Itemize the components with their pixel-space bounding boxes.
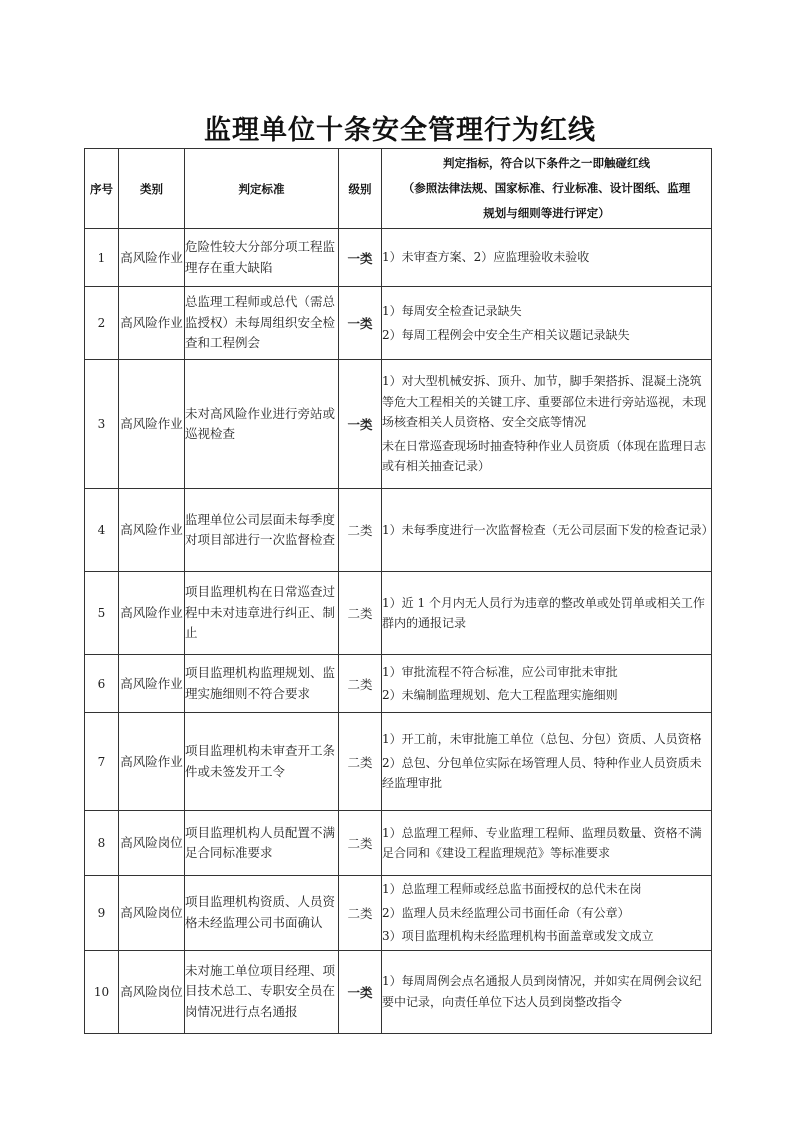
condition-item: 2）未编制监理规划、危大工程监理实施细则 xyxy=(382,688,618,702)
condition-item: 2）总包、分包单位实际在场管理人员、特种作业人员资质未经监理审批 xyxy=(382,755,702,791)
header-conditions-line1: 判定指标，符合以下条件之一即触碰红线 xyxy=(443,156,650,170)
row-conditions xyxy=(382,950,712,1033)
row-conditions xyxy=(382,229,712,287)
row-level: 二类 xyxy=(339,655,382,713)
table-row xyxy=(85,950,712,1033)
table-row xyxy=(85,287,712,360)
row-criteria: 项目监理机构在日常巡查过程中未对违章进行纠正、制止 xyxy=(185,572,339,655)
condition-item: 1）未每季度进行一次监督检查（无公司层面下发的检查记录） xyxy=(382,522,714,537)
table-row xyxy=(85,572,712,655)
row-index: 3 xyxy=(85,360,119,489)
row-criteria: 危险性较大分部分项工程监理存在重大缺陷 xyxy=(185,229,339,287)
condition-item: 1）总监理工程师或经总监书面授权的总代未在岗 xyxy=(382,882,642,896)
row-level: 二类 xyxy=(339,489,382,572)
row-category: 高风险作业 xyxy=(119,360,185,489)
row-index: 2 xyxy=(85,287,119,360)
header-level: 级别 xyxy=(339,149,382,229)
table-row xyxy=(85,229,712,287)
condition-item: 1）每周安全检查记录缺失 xyxy=(382,304,522,318)
row-conditions xyxy=(382,572,712,655)
row-criteria: 项目监理机构资质、人员资格未经监理公司书面确认 xyxy=(185,876,339,951)
condition-item: 1）对大型机械安拆、顶升、加节，脚手架搭拆、混凝土浇筑等危大工程相关的关键工序、重要部位未进行旁站巡视，未现场核查相关人员资格、安全交底等情况 xyxy=(382,374,707,430)
row-category: 高风险作业 xyxy=(119,489,185,572)
table-row xyxy=(85,713,712,811)
table-body xyxy=(85,229,712,1034)
condition-item: 1）开工前，未审批施工单位（总包、分包）资质、人员资格 xyxy=(382,732,702,747)
row-criteria: 未对施工单位项目经理、项目技术总工、专职安全员在岗情况进行点名通报 xyxy=(185,950,339,1033)
table-row xyxy=(85,655,712,713)
row-category: 高风险作业 xyxy=(119,713,185,811)
row-index: 9 xyxy=(85,876,119,951)
row-criteria: 项目监理机构监理规划、监理实施细则不符合要求 xyxy=(185,655,339,713)
row-level: 一类 xyxy=(339,360,382,489)
row-category: 高风险岗位 xyxy=(119,811,185,876)
row-conditions xyxy=(382,811,712,876)
row-level: 一类 xyxy=(339,950,382,1033)
red-line-table xyxy=(84,148,712,1034)
row-criteria: 未对高风险作业进行旁站或巡视检查 xyxy=(185,360,339,489)
row-criteria: 项目监理机构未审查开工条件或未签发开工令 xyxy=(185,713,339,811)
row-index: 7 xyxy=(85,713,119,811)
row-conditions xyxy=(382,489,712,572)
header-index: 序号 xyxy=(85,149,119,229)
condition-item: 1）审批流程不符合标准，应公司审批未审批 xyxy=(382,664,618,679)
condition-item: 1）每周周例会点名通报人员到岗情况，并如实在周例会议纪要中记录，向责任单位下达人员到岗整改指令 xyxy=(382,974,702,1009)
table-row xyxy=(85,876,712,951)
row-level: 二类 xyxy=(339,876,382,951)
row-conditions xyxy=(382,655,712,713)
row-index: 5 xyxy=(85,572,119,655)
row-conditions xyxy=(382,287,712,360)
row-level: 一类 xyxy=(339,287,382,360)
row-criteria: 项目监理机构人员配置不满足合同标准要求 xyxy=(185,811,339,876)
row-criteria: 监理单位公司层面未每季度对项目部进行一次监督检查 xyxy=(185,489,339,572)
row-level: 二类 xyxy=(339,811,382,876)
table-row xyxy=(85,811,712,876)
row-index: 8 xyxy=(85,811,119,876)
row-index: 4 xyxy=(85,489,119,572)
row-index: 10 xyxy=(85,950,119,1033)
page-title: 监理单位十条安全管理行为红线 xyxy=(204,115,596,146)
row-category: 高风险作业 xyxy=(119,655,185,713)
row-category: 高风险作业 xyxy=(119,287,185,360)
header-conditions-line2: （参照法律法规、国家标准、行业标准、设计图纸、监理 xyxy=(402,181,691,195)
header-category: 类别 xyxy=(119,149,185,229)
condition-item: 3）项目监理机构未经监理机构书面盖章或发文成立 xyxy=(382,929,654,943)
row-level: 二类 xyxy=(339,713,382,811)
condition-item: 1）未审查方案、2）应监理验收未验收 xyxy=(382,250,590,265)
header-row xyxy=(85,149,712,229)
condition-item: 1）总监理工程师、专业监理工程师、监理员数量、资格不满足合同和《建设工程监理规范》等标准要求 xyxy=(382,825,702,860)
header-conditions xyxy=(382,149,712,229)
header-conditions-line3: 规划与细则等进行评定） xyxy=(483,206,610,220)
row-level: 一类 xyxy=(339,229,382,287)
row-category: 高风险岗位 xyxy=(119,950,185,1033)
condition-item: 2）监理人员未经监理公司书面任命（有公章） xyxy=(382,905,630,920)
row-category: 高风险岗位 xyxy=(119,876,185,951)
row-conditions xyxy=(382,876,712,951)
row-criteria: 总监理工程师或总代（需总监授权）未每周组织安全检查和工程例会 xyxy=(185,287,339,360)
row-level: 二类 xyxy=(339,572,382,655)
header-criteria: 判定标准 xyxy=(185,149,339,229)
condition-item: 未在日常巡查现场时抽查特种作业人员资质（体现在监理日志或有相关抽查记录） xyxy=(382,438,707,474)
table-row xyxy=(85,489,712,572)
row-conditions xyxy=(382,713,712,811)
row-index: 6 xyxy=(85,655,119,713)
row-conditions xyxy=(382,360,712,489)
condition-item: 1）近 1 个月内无人员行为违章的整改单或处罚单或相关工作群内的通报记录 xyxy=(382,595,705,630)
condition-item: 2）每周工程例会中安全生产相关议题记录缺失 xyxy=(382,327,630,342)
row-category: 高风险作业 xyxy=(119,229,185,287)
table-row xyxy=(85,360,712,489)
row-category: 高风险作业 xyxy=(119,572,185,655)
row-index: 1 xyxy=(85,229,119,287)
